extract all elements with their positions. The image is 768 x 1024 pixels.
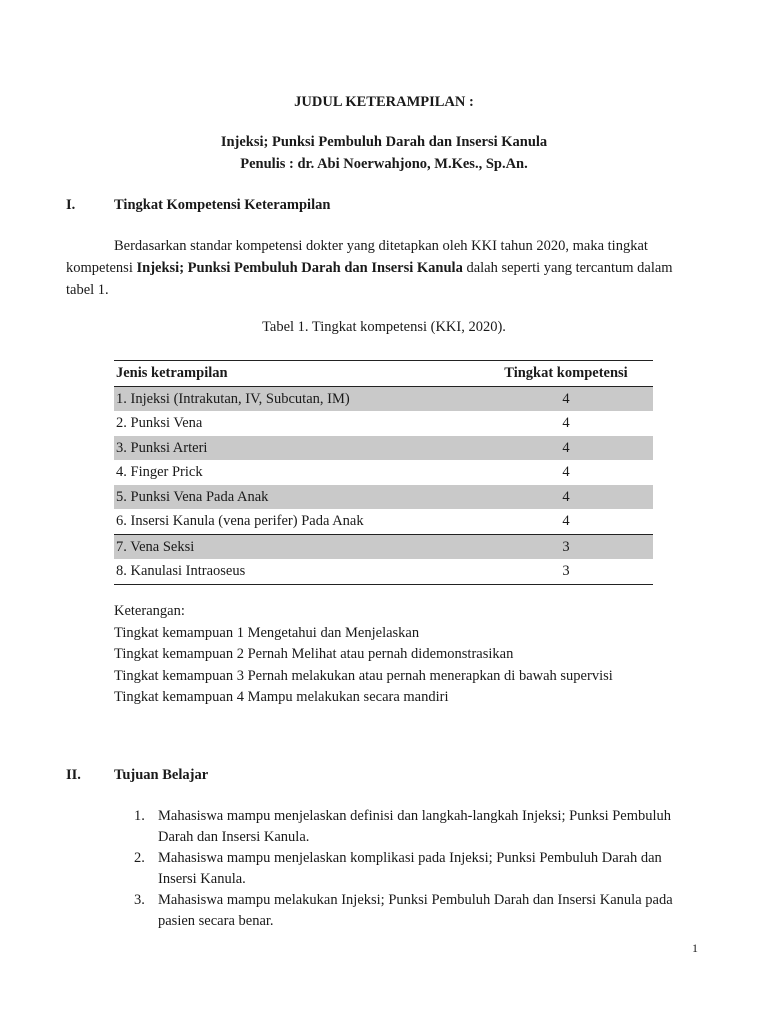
list-item-number: 2. <box>134 850 145 866</box>
list-item-number: 3. <box>134 892 145 908</box>
notes-block <box>114 601 613 709</box>
note-item: Tingkat kemampuan 4 Mampu melakukan secara mandiri <box>114 689 449 705</box>
list-item <box>134 806 704 848</box>
row-skill: 2. Punksi Vena <box>116 415 203 431</box>
row-level: 4 <box>562 415 570 431</box>
page-number: 1 <box>692 941 698 955</box>
table-caption: Tabel 1. Tingkat kompetensi (KKI, 2020). <box>262 319 506 335</box>
row-level: 4 <box>562 390 570 407</box>
section-1-number: I. <box>66 197 76 213</box>
note-item: Tingkat kemampuan 1 Mengetahui dan Menjelaskan <box>114 624 420 641</box>
row-level: 4 <box>562 513 570 529</box>
row-level: 4 <box>562 464 570 480</box>
competency-table <box>114 360 653 585</box>
section-1-paragraph <box>66 235 700 301</box>
table-row <box>114 509 653 534</box>
row-level: 4 <box>562 488 570 505</box>
row-skill: 8. Kanulasi Intraoseus <box>116 563 246 579</box>
row-skill: 4. Finger Prick <box>116 464 203 480</box>
paragraph-text-1: Berdasarkan standar kompetensi dokter yang ditetapkan oleh KKI tahun 2020, maka tingkat kompetensi <box>66 238 648 276</box>
row-skill: 5. Punksi Vena Pada Anak <box>116 488 269 505</box>
section-2-title: Tujuan Belajar <box>114 767 209 783</box>
row-skill: 7. Vena Seksi <box>116 538 195 555</box>
paragraph-bold-text: Injeksi; Punksi Pembuluh Darah dan Insersi Kanula <box>136 260 463 276</box>
table-bottom-rule <box>114 584 653 585</box>
objectives-list <box>134 806 704 932</box>
row-level: 3 <box>562 563 570 579</box>
list-item-text: Mahasiswa mampu menjelaskan definisi dan langkah-langkah Injeksi; Punksi Pembuluh Darah dan Insersi Kanula. <box>158 808 672 845</box>
table-row <box>114 411 653 436</box>
list-item-number: 1. <box>134 808 145 824</box>
document-subtitle: Injeksi; Punksi Pembuluh Darah dan Insersi Kanula <box>220 134 548 150</box>
row-skill: 6. Insersi Kanula (vena perifer) Pada Anak <box>116 513 364 529</box>
section-1-title: Tingkat Kompetensi Keterampilan <box>114 197 331 213</box>
table-header-row <box>114 361 653 386</box>
table-row <box>114 559 653 584</box>
table-row <box>114 436 653 461</box>
paragraph-text-2: dalah seperti yang tercantum dalam tabel 1. <box>66 260 673 298</box>
list-item-text: Mahasiswa mampu menjelaskan komplikasi pada Injeksi; Punksi Pembuluh Darah dan Insersi Kanula. <box>158 850 662 887</box>
list-item <box>134 890 704 932</box>
table-row <box>114 485 653 510</box>
table-row <box>114 460 653 485</box>
table-row <box>114 387 653 412</box>
section-2-number: II. <box>66 767 81 783</box>
list-item-text: Mahasiswa mampu melakukan Injeksi; Punksi Pembuluh Darah dan Insersi Kanula pada pasien secara benar. <box>158 892 673 929</box>
row-level: 4 <box>562 439 570 456</box>
note-item: Tingkat kemampuan 3 Pernah melakukan atau pernah menerapkan di bawah supervisi <box>114 667 613 684</box>
row-skill: 1. Injeksi (Intrakutan, IV, Subcutan, IM) <box>116 390 350 407</box>
table-row <box>114 535 653 560</box>
note-item: Tingkat kemampuan 2 Pernah Melihat atau pernah didemonstrasikan <box>114 646 514 662</box>
row-level: 3 <box>562 538 570 555</box>
header-level: Tingkat kompetensi <box>504 365 628 381</box>
row-skill: 3. Punksi Arteri <box>116 439 208 456</box>
header-skill: Jenis ketrampilan <box>116 365 228 381</box>
document-author: Penulis : dr. Abi Noerwahjono, M.Kes., Sp.An. <box>240 156 528 172</box>
document-title: JUDUL KETERAMPILAN : <box>294 94 474 110</box>
list-item <box>134 848 704 890</box>
notes-heading: Keterangan: <box>114 603 185 619</box>
